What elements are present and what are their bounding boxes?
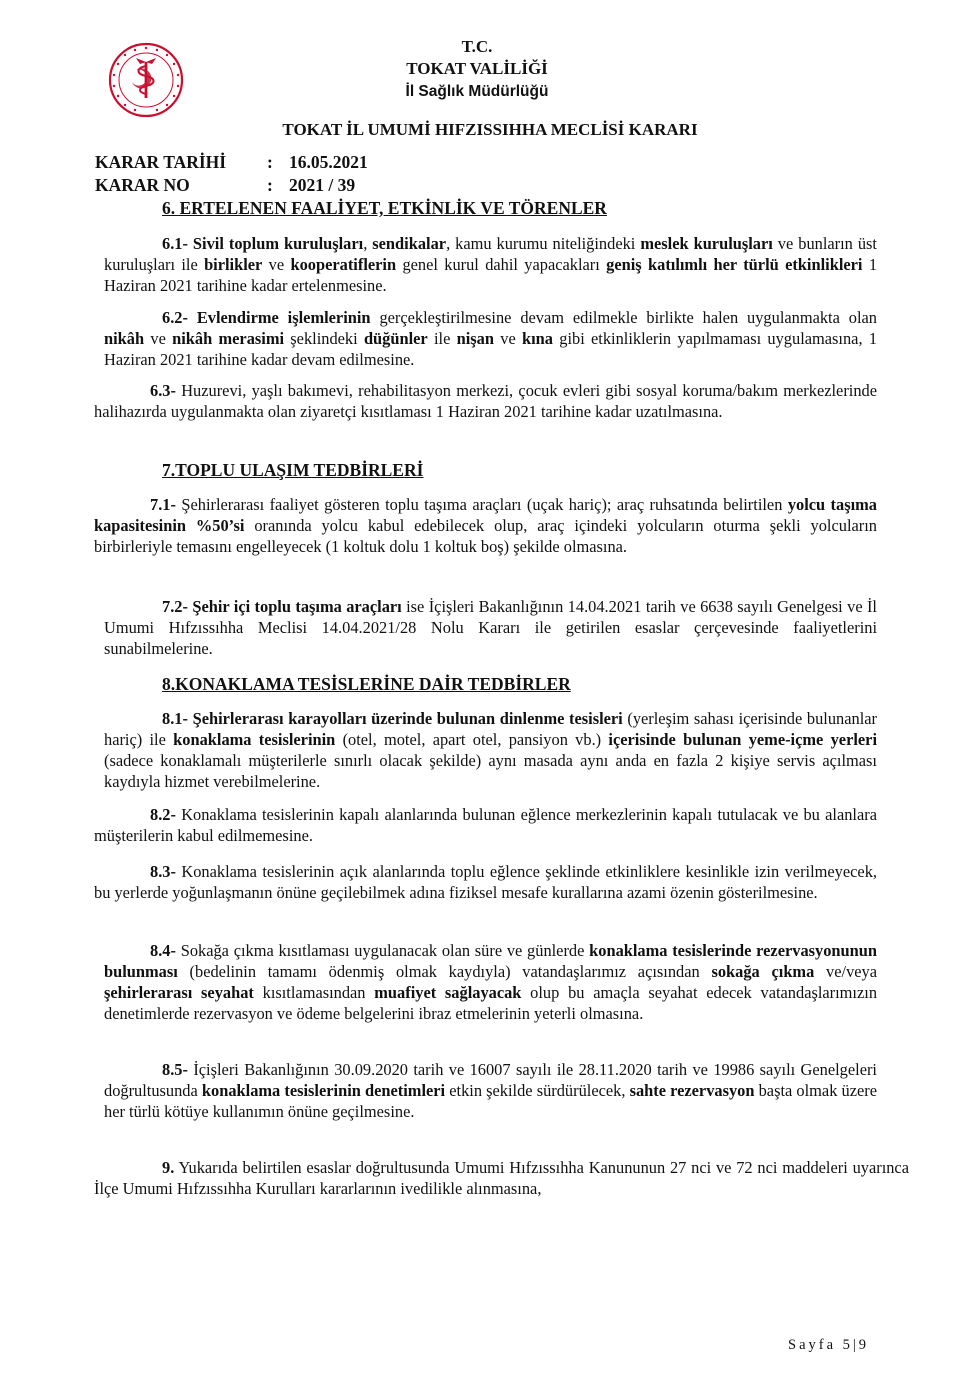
text-run: Huzurevi, yaşlı bakımevi, rehabilitasyon merkezi, çocuk evleri gibi sosyal koruma/bakım merkezlerinde halihazırda uygulanmakta olan ziyaretçi kısıtlaması 1 Haziran 2021 tarihine kadar uzatılmasına. [94, 381, 877, 421]
section-6-heading: 6. ERTELENEN FAALİYET, ETKİNLİK VE TÖRENLER [162, 198, 607, 218]
text-run: ise İçişleri Bakanlığının 14.04.2021 tarih ve 6638 sayılı Genelgesi ve İl Umumi Hıfzıssıhha Meclisi 14.04.2021/28 Nolu Kararı ile getirilen esaslar çerçevesinde faaliyetlerini sunabilmelerine. [104, 597, 877, 658]
decision-no-colon: : [267, 175, 273, 195]
text-run: gibi etkinliklerin yapılmaması uygulamasına, 1 Haziran 2021 tarihine kadar devam edilmesine. [104, 329, 878, 369]
decision-date-colon: : [267, 152, 273, 172]
text-run: şeklindeki [284, 329, 364, 348]
document-title: TOKAT İL UMUMİ HIFZISSIHHA MECLİSİ KARARI [282, 120, 698, 139]
paragraph-6-1 [104, 233, 877, 296]
bold-text-run: nişan [456, 329, 494, 348]
decision-no-value: 2021 / 39 [289, 175, 356, 195]
text-run: Konaklama tesislerinin kapalı alanlarında bulunan eğlence merkezlerinin kapalı tutulacak ve bu alanlara müşterilerin kabul edilmemesine. [94, 805, 877, 845]
text-run: ve/veya [814, 962, 878, 981]
bold-text-run: sokağa çıkma [711, 962, 815, 981]
decision-date-row [95, 151, 368, 173]
paragraph-6-2 [104, 307, 877, 370]
paragraph-9 [94, 1157, 909, 1199]
text-run: kısıtlamasından [253, 983, 375, 1002]
text-run: genel kurul dahil yapacakları [396, 255, 607, 274]
text-run: gerçekleştirilmesine devam edilmekle birlikte halen uygulanmakta olan [370, 308, 878, 327]
header-line-3: İl Sağlık Müdürlüğü [405, 83, 549, 100]
bold-text-run: konaklama tesislerinde rezervasyonunun bulunması [104, 941, 877, 981]
text-run: Konaklama tesislerinin açık alanlarında toplu eğlence şeklinde etkinliklere kesinlikle izin verilmeyecek, bu yerlerde yoğunlaşmanın önüne geçilebilmek adına fiziksel mesafe kurallarına azami özenin gösterilmesine. [94, 862, 877, 902]
bold-text-run: 6.3- [150, 381, 176, 400]
text-run: ve [262, 255, 291, 274]
text-run: Sokağa çıkma kısıtlaması uygulanacak olan süre ve günlerde [175, 941, 590, 960]
paragraph-8-2 [94, 804, 877, 846]
text-run: ve [144, 329, 173, 348]
text-run: ve bunların üst kuruluşları ile [104, 234, 877, 274]
paragraph-8-1 [104, 708, 877, 792]
bold-text-run: 8.4- [150, 941, 176, 960]
bold-text-run: 9. [162, 1158, 175, 1177]
paragraph-7-2 [104, 596, 877, 659]
decision-no-row [95, 174, 355, 196]
text-run: , kamu kurumu niteliğindeki [446, 234, 641, 253]
bold-text-run: 8.2- [150, 805, 176, 824]
bold-text-run: muafiyet sağlayacak [374, 983, 522, 1002]
text-run: olup bu amaçla seyahat edecek vatandaşlarımızın denetimlerde rezervasyon ve ödeme belgelerini ibraz etmelerinin yeterli olmasına. [104, 983, 878, 1023]
bold-text-run: 8.1- Şehirlerarası karayolları üzerinde bulunan dinlenme tesisleri [162, 709, 623, 728]
section-8-heading: 8.KONAKLAMA TESİSLERİNE DAİR TEDBİRLER [162, 674, 571, 694]
text-run: etkin şekilde sürdürülecek, [445, 1081, 630, 1100]
paragraph-7-1 [94, 494, 877, 557]
bold-text-run: kooperatiflerin [290, 255, 397, 274]
paragraph-8-3 [94, 861, 877, 903]
bold-text-run: sahte rezervasyon [629, 1081, 755, 1100]
bold-text-run: 6.2- Evlendirme işlemlerinin [162, 308, 371, 327]
text-run: (yerleşim sahası içerisinde bulunanlar hariç) ile [104, 709, 877, 749]
bold-text-run: 7.2- Şehir içi toplu taşıma araçları [162, 597, 402, 616]
bold-text-run: konaklama tesislerinin denetimleri [201, 1081, 446, 1100]
text-run: ile [427, 329, 457, 348]
bold-text-run: 8.5- [162, 1060, 188, 1079]
header-line-1: T.C. [461, 37, 493, 56]
text-run: başta olmak üzere her türlü kötüye kullanımın önüne geçilmesine. [104, 1081, 877, 1121]
bold-text-run: nikâh merasimi [172, 329, 285, 348]
bold-text-run: yolcu taşıma kapasitesinin %50’si [94, 495, 877, 535]
text-run: oranında yolcu kabul edebilecek olup, araç içindeki yolcuların oturma şekli yolcuların birbirleriyle temasını engelleyecek (1 koltuk dolu 1 koltuk boş) şekilde olmasına. [94, 516, 877, 556]
bold-text-run: 6.1- Sivil toplum kuruluşları [162, 234, 364, 253]
text-run: ve [493, 329, 522, 348]
paragraph-8-5 [104, 1059, 877, 1122]
bold-text-run: içerisinde bulunan yeme-içme yerleri [608, 730, 877, 749]
bold-text-run: konaklama tesislerinin [173, 730, 336, 749]
decision-date-label: KARAR TARİHİ [95, 152, 227, 172]
text-run: (otel, motel, apart otel, pansiyon vb.) [335, 730, 609, 749]
text-run: (sadece konaklamalı müşterilerle sınırlı olacak şekilde) aynı masada aynı anda en fazla 2 kişiye servis açılması kaydıyla hizmet verebilmelerine. [104, 751, 877, 791]
section-7-heading: 7.TOPLU ULAŞIM TEDBİRLERİ [162, 460, 424, 480]
bold-text-run: kına [522, 329, 553, 348]
bold-text-run: geniş katılımlı her türlü etkinlikleri [606, 255, 863, 274]
bold-text-run: nikâh [104, 329, 145, 348]
paragraph-8-4 [104, 940, 877, 1024]
bold-text-run: birlikler [204, 255, 263, 274]
decision-date-value: 16.05.2021 [289, 152, 368, 172]
bold-text-run: şehirlerarası seyahat [104, 983, 254, 1002]
text-run: Yukarıda belirtilen esaslar doğrultusunda Umumi Hıfzıssıhha Kanununun 27 nci ve 72 nci maddeleri uyarınca İlçe Umumi Hıfzıssıhha Kurulları kararlarının ivedilikle alınmasına, [94, 1158, 909, 1198]
text-run: , [363, 234, 373, 253]
text-run: İçişleri Bakanlığının 30.09.2020 tarih ve 16007 sayılı ile 28.11.2020 tarih ve 19986 sayılı Genelgeleri doğrultusunda [104, 1060, 877, 1100]
text-run: (bedelinin tamamı ödenmiş olmak kaydıyla) vatandaşlarımız açısından [177, 962, 712, 981]
bold-text-run: 7.1- [150, 495, 176, 514]
bold-text-run: düğünler [363, 329, 428, 348]
paragraph-6-3 [94, 380, 877, 422]
page-number: Sayfa 5|9 [788, 1337, 870, 1353]
text-run: Şehirlerarası faaliyet gösteren toplu taşıma araçları (uçak hariç); araç ruhsatında belirtilen [175, 495, 788, 514]
bold-text-run: sendikalar [372, 234, 447, 253]
header-line-2: TOKAT VALİLİĞİ [406, 59, 548, 78]
bold-text-run: meslek kuruluşları [640, 234, 773, 253]
bold-text-run: 8.3- [150, 862, 176, 881]
decision-no-label: KARAR NO [95, 175, 190, 195]
text-run: 1 Haziran 2021 tarihine kadar ertelenmesine. [104, 255, 878, 295]
